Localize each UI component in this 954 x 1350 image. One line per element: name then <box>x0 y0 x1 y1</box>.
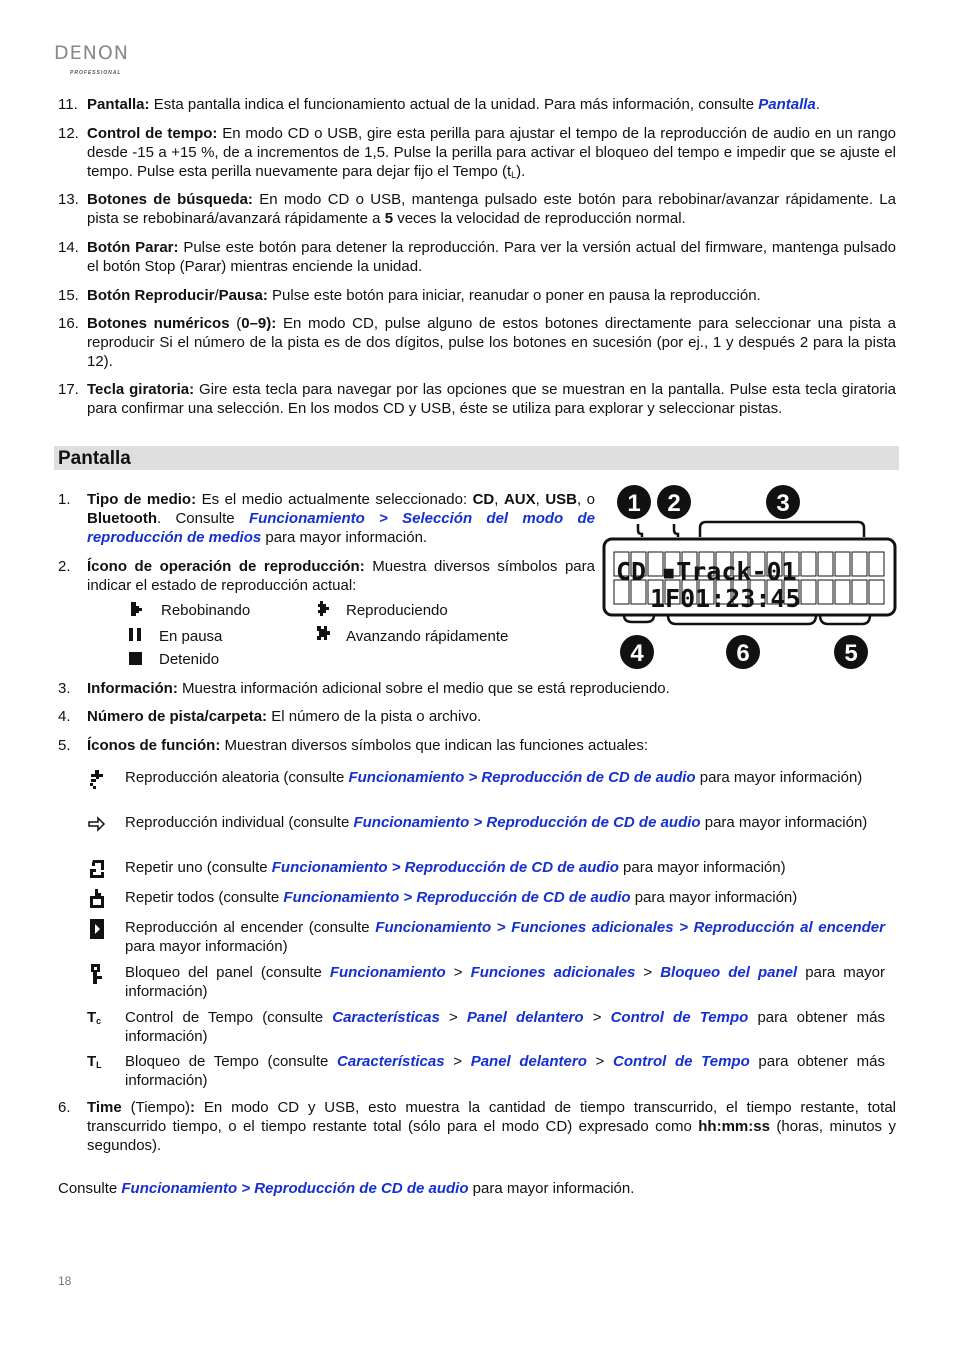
section-pantalla <box>54 446 899 470</box>
single-play-icon <box>87 813 109 835</box>
page-number: 18 <box>58 1274 72 1288</box>
lcd-line1: CD ▪Track-01 <box>616 557 797 586</box>
logo-brand: DENON <box>54 42 130 64</box>
logo-sub: PROFESSIONAL <box>70 70 122 76</box>
repeat-one-icon <box>87 858 109 880</box>
svg-text:6: 6 <box>736 640 750 667</box>
svg-text:5: 5 <box>844 640 858 667</box>
func-tempo-control: Control de Tempo (consulte Características > Panel delantero > Control de Tempo para obtener más información) <box>125 1009 885 1045</box>
tempo-lock-icon: TL <box>87 1053 102 1070</box>
state-play: Reproduciendo <box>346 602 448 619</box>
svg-text:2: 2 <box>667 490 681 517</box>
rewind-icon <box>128 601 144 617</box>
func-shuffle: Reproducción aleatoria (consulte Funcionamiento > Reproducción de CD de audio para mayor información) <box>125 769 863 786</box>
tempo-control-icon: Tc <box>87 1009 102 1026</box>
lcd-diagram <box>602 482 898 672</box>
footer-note: Consulte Funcionamiento > Reproducción de CD de audio para mayor información. <box>58 1180 635 1197</box>
func-power-on-play: Reproducción al encender (consulte Funcionamiento > Funciones adicionales > Reproducción al encender para mayor información) <box>125 919 885 955</box>
func-single: Reproducción individual (consulte Funcionamiento > Reproducción de CD de audio para mayor información) <box>125 814 868 831</box>
denon-logo <box>54 42 130 76</box>
state-fast-forward: Avanzando rápidamente <box>346 628 509 645</box>
play-icon <box>316 600 332 616</box>
fast-forward-icon <box>316 625 332 643</box>
svg-text:1: 1 <box>627 490 641 517</box>
state-pause: En pausa <box>159 628 223 645</box>
state-rewind: Rebobinando <box>161 602 251 619</box>
panel-lock-icon <box>87 963 109 985</box>
link-seleccion-modo[interactable]: Funcionamiento > Selección del modo de reproducción de medios <box>87 510 595 546</box>
lcd-line2: 1F01:23:45 <box>650 584 801 613</box>
link-pantalla[interactable]: Pantalla <box>758 96 816 113</box>
shuffle-icon <box>87 768 109 790</box>
func-repeat-one: Repetir uno (consulte Funcionamiento > Reproducción de CD de audio para mayor información) <box>125 859 786 876</box>
repeat-all-icon <box>87 888 109 910</box>
func-repeat-all: Repetir todos (consulte Funcionamiento > Reproducción de CD de audio para mayor información) <box>125 889 798 906</box>
pause-icon <box>128 627 144 643</box>
svg-text:3: 3 <box>776 490 790 517</box>
stop-icon <box>128 651 144 667</box>
svg-text:4: 4 <box>630 640 644 667</box>
state-stop: Detenido <box>159 651 220 668</box>
power-on-play-icon <box>87 918 109 940</box>
func-tempo-lock: Bloqueo de Tempo (consulte Características > Panel delantero > Control de Tempo para obtener más información) <box>125 1053 885 1089</box>
func-panel-lock: Bloqueo del panel (consulte Funcionamiento > Funciones adicionales > Bloqueo del panel para mayor información) <box>125 964 885 1000</box>
section-title: Pantalla <box>58 448 131 469</box>
